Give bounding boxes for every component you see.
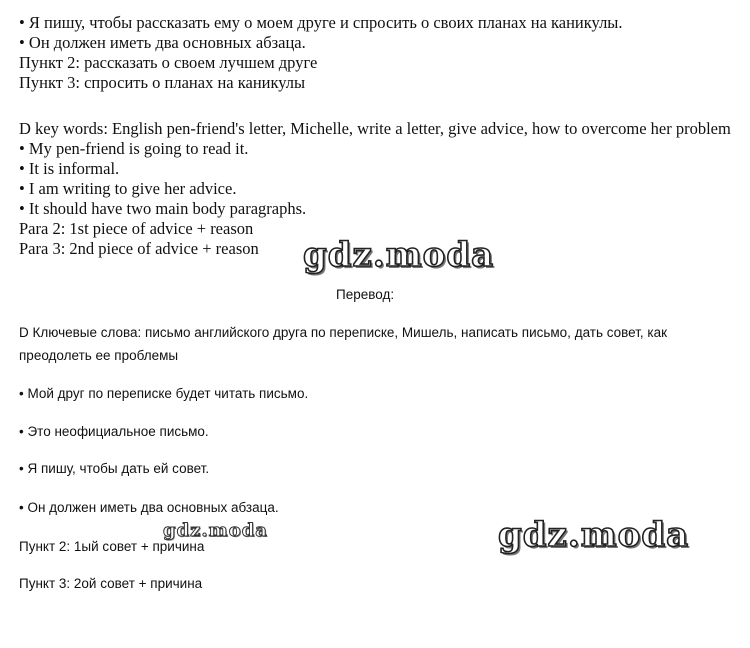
plan-ru-line-4: Пункт 3: спросить о планах на каникулы xyxy=(19,73,306,92)
translation-line-5: Пункт 2: 1ый совет + причина xyxy=(19,539,205,554)
english-line-6: Para 3: 2nd piece of advice + reason xyxy=(19,239,259,258)
watermark-logo: gdz.moda xyxy=(303,235,495,275)
translation-line-2: • Это неофициальное письмо. xyxy=(19,424,209,439)
english-line-4: • It should have two main body paragraphs. xyxy=(19,199,307,218)
plan-ru-line-3: Пункт 2: рассказать о своем лучшем друге xyxy=(19,53,318,72)
english-line-3: • I am writing to give her advice. xyxy=(19,179,237,198)
english-line-1: • My pen-friend is going to read it. xyxy=(19,139,249,158)
plan-ru-block xyxy=(19,13,731,93)
watermark-logo-large: gdz.moda xyxy=(498,515,690,555)
english-line-2: • It is informal. xyxy=(19,159,120,178)
translation-heading: Перевод: xyxy=(336,287,395,302)
translation-key-words: D Ключевые слова: письмо английского друга по переписке, Мишель, написать письмо, дать совет, как преодолеть ее проблемы xyxy=(19,325,668,363)
translation-line-3: • Я пишу, чтобы дать ей совет. xyxy=(19,461,210,476)
plan-ru-line-2: • Он должен иметь два основных абзаца. xyxy=(19,33,306,52)
english-key-words: D key words: English pen-friend's letter, Michelle, write a letter, give advice, how to overcome her problem xyxy=(19,119,731,138)
plan-ru-line-1: • Я пишу, чтобы рассказать ему о моем друге и спросить о своих планах на каникулы. xyxy=(19,13,623,32)
translation-line-4: • Он должен иметь два основных абзаца. xyxy=(19,500,279,515)
translation-line-1: • Мой друг по переписке будет читать письмо. xyxy=(19,386,309,401)
english-line-5: Para 2: 1st piece of advice + reason xyxy=(19,219,254,238)
translation-line-6: Пункт 3: 2ой совет + причина xyxy=(19,576,203,591)
watermark-logo-small: gdz.moda xyxy=(163,520,268,541)
